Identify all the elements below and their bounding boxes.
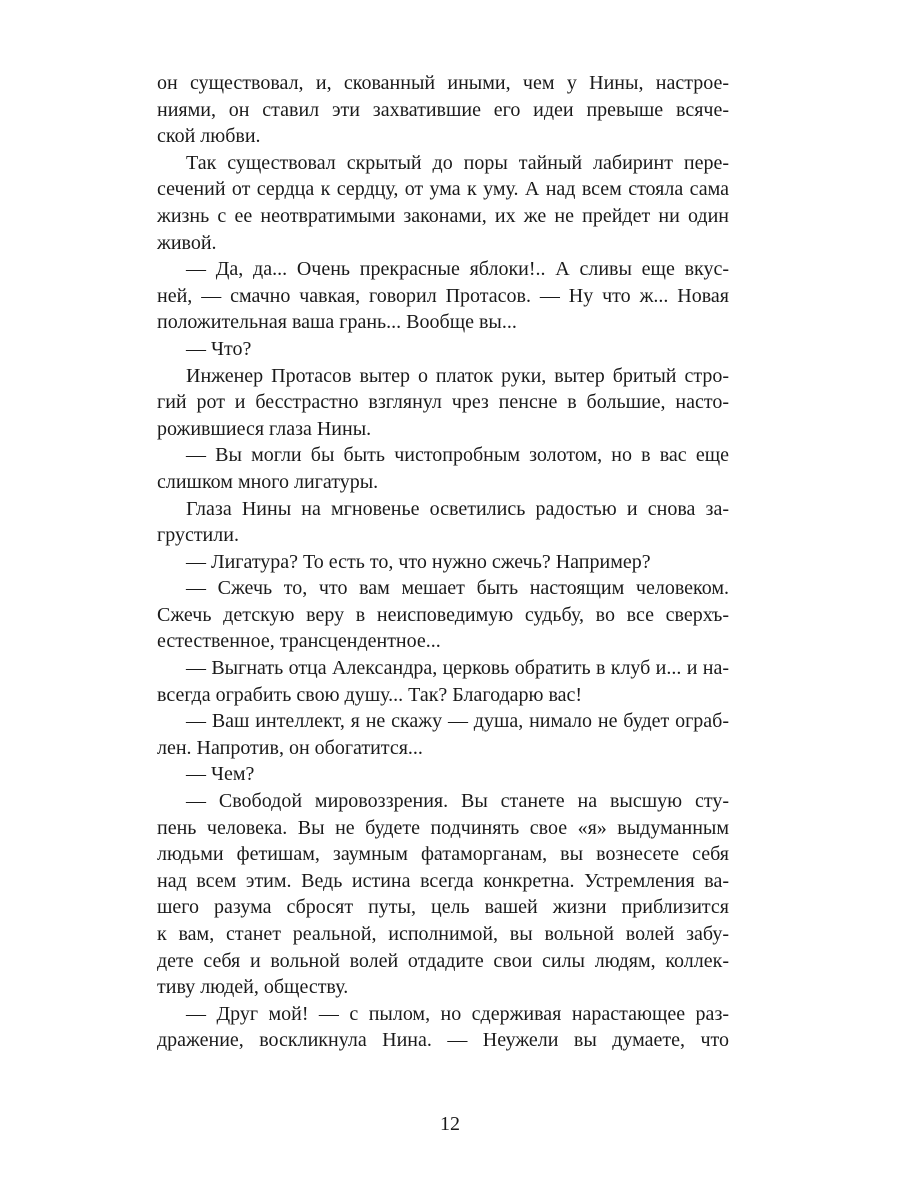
text-line: положительная ваша грань... Вообще вы... — [157, 311, 517, 334]
text-line: сечений от сердца к сердцу, от ума к уму. А над всем стояла сама — [157, 178, 729, 201]
text-line: лен. Напротив, он обогатится... — [157, 736, 423, 759]
text-line: к вам, станет реальной, исполнимой, вы вольной волей забу- — [157, 923, 729, 945]
text-line: людьми фетишам, заумным фатаморганам, вы вознесете себя — [157, 843, 729, 866]
text-line: рожившиеся глаза Нины. — [157, 417, 372, 440]
text-line: Так существовал скрытый до поры тайный лабиринт пере- — [186, 151, 729, 174]
text-line: — Да, да... Очень прекрасные яблоки!.. А сливы еще вкус- — [186, 258, 729, 281]
text-line: естественное, трансцендентное... — [157, 630, 441, 653]
text-line: грустили. — [157, 524, 239, 547]
text-line: тиву людей, обществу. — [157, 976, 349, 999]
text-line: над всем этим. Ведь истина всегда конкретна. Устремления ва- — [157, 869, 729, 892]
page-number: 12 — [440, 1113, 460, 1135]
text-line: Инженер Протасов вытер о платок руки, вытер бритый стро- — [186, 364, 729, 387]
text-line: ней, — смачно чавкая, говорил Протасов. — Ну что ж... Новая — [157, 284, 729, 307]
text-line: — Вы могли бы быть чистопробным золотом, но в вас еще — [186, 444, 729, 467]
text-line: — Что? — [186, 337, 252, 360]
text-line: ниями, он ставил эти захватившие его идеи превыше всяче- — [157, 98, 729, 121]
text-line: он существовал, и, скованный иными, чем у Нины, настрое- — [157, 72, 729, 94]
text-line: гий рот и бесстрастно взглянул чрез пенсне в большие, насто- — [157, 391, 729, 414]
text-line: — Выгнать отца Александра, церковь обратить в клуб и... и на- — [186, 657, 729, 680]
text-line: дражение, воскликнула Нина. — Неужели вы думаете, что — [157, 1029, 729, 1052]
text-line: — Ваш интеллект, я не скажу — душа, нимало не будет ограб- — [186, 710, 729, 733]
text-line: — Лигатура? То есть то, что нужно сжечь? Например? — [186, 550, 651, 573]
text-line: — Сжечь то, что вам мешает быть настоящим человеком. — [186, 577, 729, 600]
text-line: — Друг мой! — с пылом, но сдерживая нарастающее раз- — [186, 1002, 729, 1025]
text-line: всегда ограбить свою душу... Так? Благодарю вас! — [157, 683, 583, 706]
text-line: живой. — [157, 231, 217, 254]
text-line: Сжечь детскую веру в неисповедимую судьбу, во все сверхъ- — [157, 603, 729, 626]
body-text — [157, 70, 729, 1054]
text-line: ской любви. — [157, 125, 261, 148]
text-line: — Чем? — [186, 763, 255, 786]
text-line: пень человека. Вы не будете подчинять свое «я» выдуманным — [157, 816, 729, 839]
text-line: — Свободой мировоззрения. Вы станете на высшую сту- — [186, 790, 729, 813]
text-line: дете себя и вольной волей отдадите свои силы людям, коллек- — [157, 949, 729, 972]
text-line: жизнь с ее неотвратимыми законами, их же не прейдет ни один — [157, 204, 729, 227]
text-line: Глаза Нины на мгновенье осветились радостью и снова за- — [186, 497, 729, 520]
text-line: слишком много лигатуры. — [157, 470, 379, 493]
text-line: шего разума сбросят путы, цель вашей жизни приблизится — [157, 896, 729, 919]
